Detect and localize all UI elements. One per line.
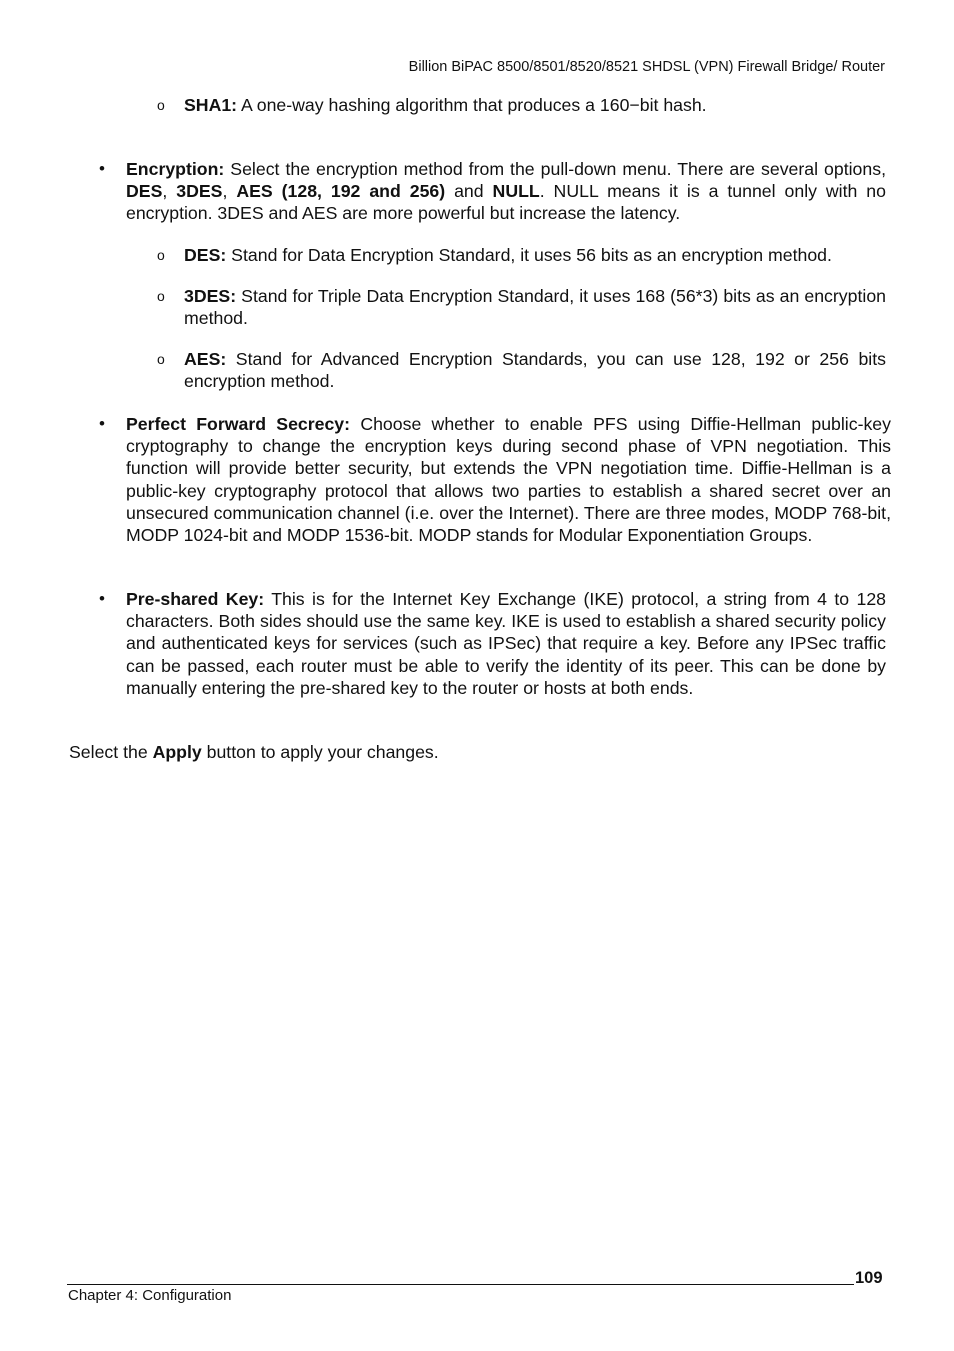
apply-note-pre: Select the <box>69 742 153 762</box>
encryption-description <box>126 158 886 225</box>
encryption-text-2: . NULL means it is a tunnel only with no encryption. 3DES and AES are more powerful but increase the latency. <box>126 181 886 224</box>
aes-description <box>184 348 886 392</box>
separator: and <box>445 181 493 202</box>
running-header: Billion BiPAC 8500/8501/8520/8521 SHDSL (VPN) Firewall Bridge/ Router <box>408 59 885 75</box>
sub-bullet-marker: o <box>157 97 165 113</box>
encryption-term: Encryption: <box>126 159 225 179</box>
aes-text: Stand for Advanced Encryption Standards, you can use 128, 192 or 256 bits encryption method. <box>184 349 886 392</box>
sub-bullet-marker: o <box>157 288 165 304</box>
des-term: DES: <box>184 245 227 265</box>
pfs-description <box>126 413 891 546</box>
encryption-text-1: Select the encryption method from the pull-down menu. There are several options, <box>224 159 886 179</box>
apply-note <box>69 741 886 763</box>
apply-term: Apply <box>152 742 202 762</box>
separator: , <box>222 181 237 202</box>
sub-bullet-marker: o <box>157 351 165 367</box>
option-des: DES <box>126 181 163 202</box>
bullet-marker: • <box>99 589 105 608</box>
sha1-description <box>184 94 892 116</box>
des-description <box>184 244 892 266</box>
option-null: NULL <box>492 181 540 202</box>
des-text: Stand for Data Encryption Standard, it uses 56 bits as an encryption method. <box>226 245 832 265</box>
footer-rule <box>67 1284 854 1285</box>
option-aes: AES (128, 192 and 256) <box>236 181 446 202</box>
chapter-label: Chapter 4: Configuration <box>68 1287 232 1304</box>
psk-description <box>126 588 886 699</box>
psk-term: Pre-shared Key: <box>126 589 265 609</box>
aes-term: AES: <box>184 349 227 369</box>
3des-description <box>184 285 886 329</box>
3des-text: Stand for Triple Data Encryption Standard, it uses 168 (56*3) bits as an encryption method. <box>184 286 886 329</box>
sha1-term: SHA1: <box>184 95 238 115</box>
bullet-marker: • <box>99 159 105 178</box>
pfs-term: Perfect Forward Secrecy: <box>126 414 351 434</box>
sha1-text: A one-way hashing algorithm that produces a 160−bit hash. <box>237 95 707 115</box>
psk-text: This is for the Internet Key Exchange (IKE) protocol, a string from 4 to 128 characters. Both sides should use the same key. IKE is used to establish a shared security policy and authenticated keys for services (such as IPSec) that require a key. Before any IPSec traffic can be passed, each router must be able to verify the identity of its peer. This can be done by manually entering the pre-shared key to the router or hosts at both ends. <box>126 589 886 698</box>
separator: , <box>162 181 177 202</box>
bullet-marker: • <box>99 414 105 433</box>
sub-bullet-marker: o <box>157 247 165 263</box>
page-number: 109 <box>855 1269 883 1287</box>
pfs-text: Choose whether to enable PFS using Diffie-Hellman public-key cryptography to change the encryption keys during second phase of VPN negotiation. This function will provide better security, but extends the VPN negotiation time. Diffie-Hellman is a public-key cryptography protocol that allows two parties to establish a shared secret over an unsecured communication channel (i.e. over the Internet). There are three modes, MODP 768-bit, MODP 1024-bit and MODP 1536-bit. MODP stands for Modular Exponentiation Groups. <box>126 414 891 546</box>
apply-note-post: button to apply your changes. <box>201 742 439 762</box>
option-3des: 3DES <box>176 181 223 202</box>
3des-term: 3DES: <box>184 286 237 306</box>
